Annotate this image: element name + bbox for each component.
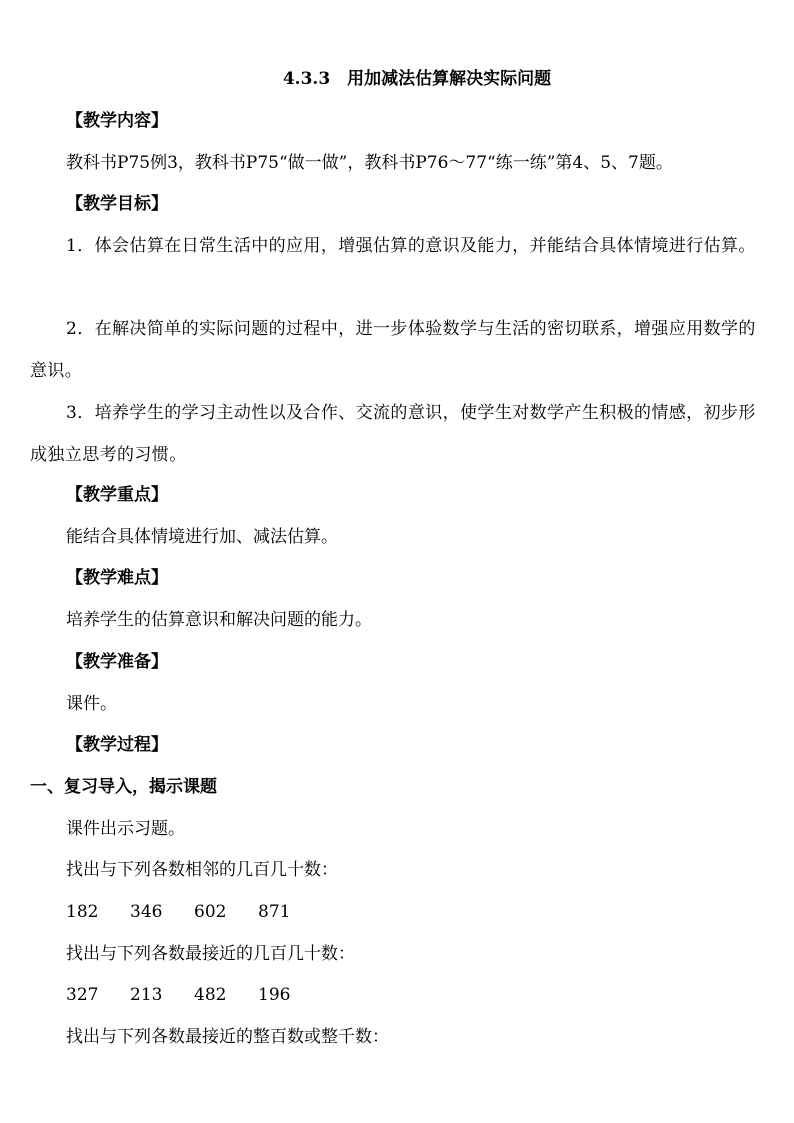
number-item: 602 <box>194 902 227 922</box>
number-item: 182 <box>66 902 99 922</box>
question-1-text: 找出与下列各数相邻的几百几十数： <box>66 860 338 880</box>
key-point-text: 能结合具体情境进行加、减法估算。 <box>66 527 338 547</box>
difficult-point-text: 培养学生的估算意识和解决问题的能力。 <box>66 610 372 630</box>
document-title: 4.3.3 用加减法估算解决实际问题 <box>282 69 552 89</box>
number-item: 213 <box>130 985 163 1005</box>
number-item: 871 <box>258 902 291 922</box>
heading-teaching-content: 【教学内容】 <box>66 111 168 131</box>
number-item: 346 <box>130 902 163 922</box>
question-2-numbers <box>66 984 322 1006</box>
preparation-text: 课件。 <box>66 694 117 714</box>
heading-difficult-point: 【教学难点】 <box>66 568 168 588</box>
heading-teaching-goals: 【教学目标】 <box>66 194 168 214</box>
heading-key-point: 【教学重点】 <box>66 485 168 505</box>
number-item: 327 <box>66 985 99 1005</box>
heading-preparation: 【教学准备】 <box>66 652 168 672</box>
heading-teaching-process: 【教学过程】 <box>66 735 168 755</box>
teaching-content-text: 教科书P75例3，教科书P75“做一做”，教科书P76～77“练一练”第4、5、7题。 <box>66 153 673 173</box>
goal-item-3: 3．培养学生的学习主动性以及合作、交流的意识，使学生对数学产生积极的情感，初步形成独立思考的习惯。 <box>30 403 756 465</box>
step-1-intro: 课件出示习题。 <box>66 819 185 839</box>
step-1-heading: 一、复习导入，揭示课题 <box>30 777 217 797</box>
goal-item-2: 2．在解决简单的实际问题的过程中，进一步体验数学与生活的密切联系，增强应用数学的意识。 <box>30 319 756 381</box>
goal-item-1: 1．体会估算在日常生活中的应用，增强估算的意识及能力，并能结合具体情境进行估算。 <box>66 236 756 256</box>
number-item: 482 <box>194 985 227 1005</box>
number-item: 196 <box>258 985 291 1005</box>
question-2-text: 找出与下列各数最接近的几百几十数： <box>66 944 355 964</box>
question-1-numbers <box>66 901 322 923</box>
question-3-text: 找出与下列各数最接近的整百数或整千数： <box>66 1027 389 1047</box>
